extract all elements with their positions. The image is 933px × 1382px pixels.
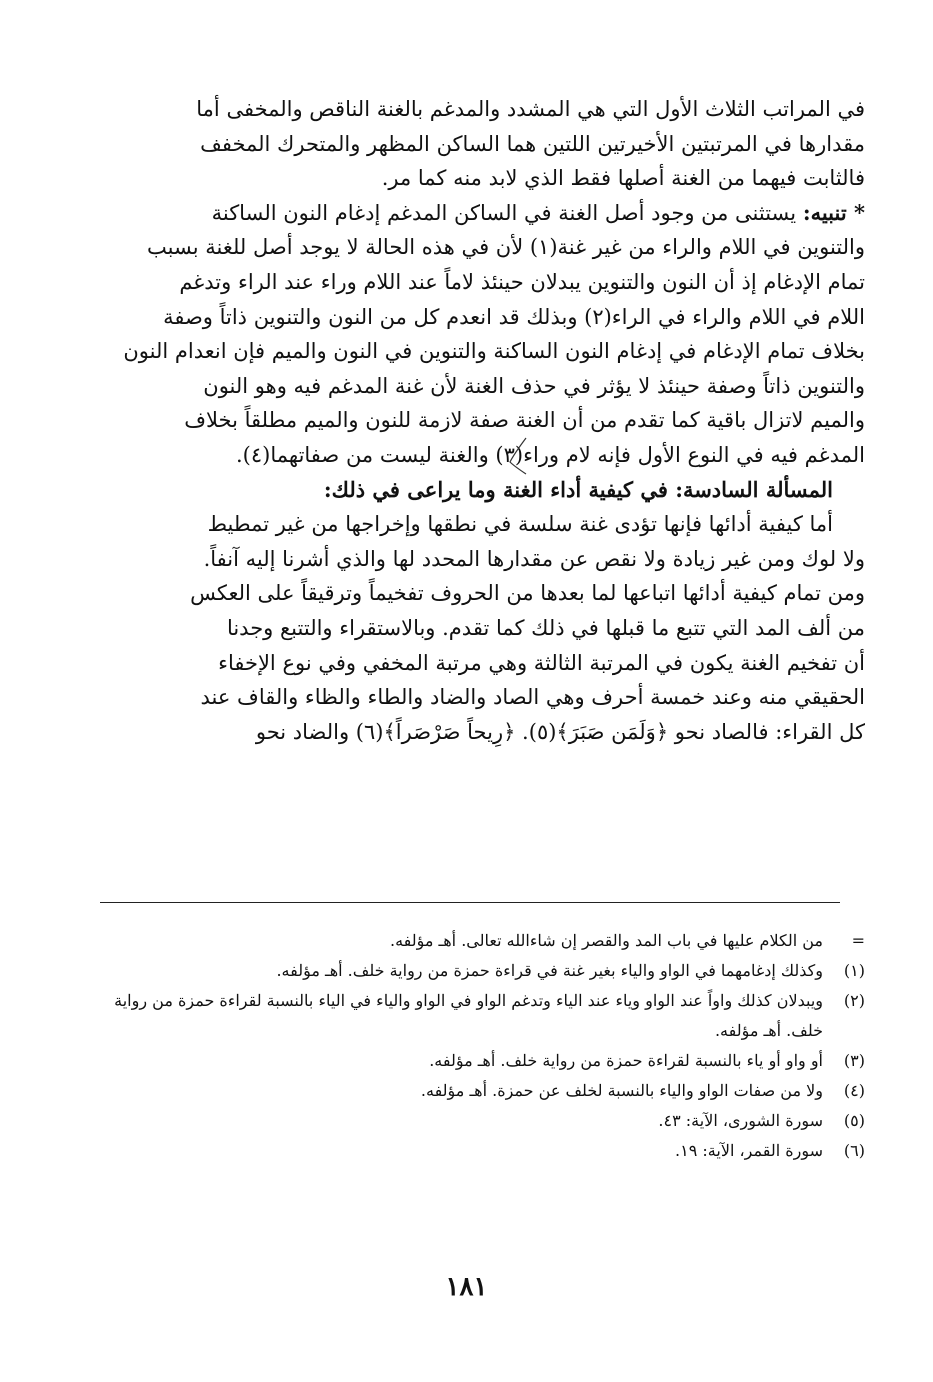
text-line: من ألف المد التي تتبع ما قبلها في ذلك كما تقدم. وبالاستقراء والتتبع وجدنا <box>226 615 865 640</box>
text-line: أما كيفية أدائها فإنها تؤدى غنة سلسة في نطقها وإخراجها من غير تمطيط <box>207 512 833 537</box>
footnote-separator <box>100 902 840 903</box>
page-number: ١٨١ <box>445 1272 488 1302</box>
note-label-continuation: يستثنى من وجود أصل الغنة في الساكن المدغم إدغام النون الساكنة <box>211 200 803 225</box>
text-line: في المراتب الثلاث الأول التي هي المشدد والمدغم بالغنة الناقص والمخفى أما <box>196 97 865 121</box>
text-line: والميم لاتزال باقية كما تقدم من أن الغنة صفة لازمة للنون والميم مطلقاً بخلاف <box>184 408 865 433</box>
paragraph-3 <box>100 507 865 749</box>
text-line: بخلاف تمام الإدغام في إدغام النون الساكنة والتنوين في النون والميم فإن انعدام النون <box>123 339 865 364</box>
footnotes <box>100 926 865 1166</box>
footnote-number: (٦) <box>843 1141 865 1160</box>
text-line: ومن تمام كيفية أدائها اتباعها لما بعدها من الحروف تفخيماً وترقيقاً على العكس <box>190 581 865 606</box>
footnote-text: وكذلك إدغامهما في الواو والياء بغير غنة في قراءة حمزة من رواية خلف. أهـ مؤلفه. <box>276 961 823 980</box>
footnote-text: سورة الشورى، الآية: ٤٣. <box>658 1111 823 1130</box>
text-line: الحقيقي منه وعند خمسة أحرف وهي الصاد والضاد والطاء والظاء والقاف عند <box>200 685 865 710</box>
section-heading: المسألة السادسة: في كيفية أداء الغنة وما يراعى في ذلك: <box>323 476 833 502</box>
footnote-number: (٢) <box>843 991 865 1010</box>
text-line: المدغم فيه في النوع الأول فإنه لام وراء(٣) والغنة ليست من صفاتهما(٤). <box>236 442 865 467</box>
footnote-text: ويبدلان كذلك واواً عند الواو وياء عند الياء وتدغم الواو في الواو والياء في الياء بالنسبة لقراءة حمزة من رواية خلف. أهـ مؤلفه. <box>114 991 823 1040</box>
footnote-text: أو واو أو ياء بالنسبة لقراءة حمزة من رواية خلف. أهـ مؤلفه. <box>429 1051 823 1070</box>
text-line: أن تفخيم الغنة يكون في المرتبة الثالثة وهي مرتبة المخفي وفي نوع الإخفاء <box>218 650 865 675</box>
footnote-text: سورة القمر، الآية: ١٩. <box>675 1141 823 1160</box>
footnote <box>100 986 865 1046</box>
footnote <box>100 956 865 986</box>
text-line: مقدارها في المرتبتين الأخيرتين اللتين هما الساكن المظهر والمتحرك المخفف <box>200 131 865 156</box>
footnote-text: ولا من صفات الواو والياء بالنسبة لخلف عن حمزة. أهـ مؤلفه. <box>420 1081 823 1100</box>
handwritten-pen-mark <box>506 436 530 476</box>
paragraph-1 <box>100 92 865 196</box>
text-line: فالثابت فيهما من الغنة أصلها فقط الذي لابد منه كما مر. <box>381 166 865 191</box>
footnote-number: = <box>851 931 865 950</box>
text-line: والتنوين في اللام والراء من غير غنة(١) لأن في هذه الحالة لا يوجد أصل للغنة بسبب <box>147 235 865 260</box>
text-line: اللام في اللام والراء في الراء(٢) وبذلك قد انعدم كل من النون والتنوين ذاتاً وصفة <box>163 304 865 329</box>
footnote <box>100 1136 865 1166</box>
text-line: كل القراء: فالصاد نحو ﴿وَلَمَن صَبَرَ﴾(٥). ﴿رِيحاً صَرْصَراً﴾(٦) والضاد نحو <box>255 719 865 744</box>
paragraph-2 <box>100 196 865 473</box>
text-line: تمام الإدغام إذ أن النون والتنوين يبدلان حينئذ لاماً عند اللام وراء عند الراء وتدغم <box>179 269 865 294</box>
footnote <box>100 1076 865 1106</box>
main-text-block <box>100 92 865 749</box>
footnote <box>100 926 865 956</box>
footnote-number: (٤) <box>843 1081 865 1100</box>
text-line: ولا لوك ومن غير زيادة ولا نقص عن مقدارها المحدد لها والذي أشرنا إليه آنفاً. <box>203 546 865 571</box>
footnote <box>100 1106 865 1136</box>
footnote-number: (٥) <box>843 1111 865 1130</box>
footnote-number: (١) <box>843 961 865 980</box>
footnote-number: (٣) <box>843 1051 865 1070</box>
footnote <box>100 1046 865 1076</box>
text-line: والتنوين ذاتاً وصفة حينئذ لا يؤثر في حذف الغنة لأن غنة المدغم فيه وهو النون <box>203 373 865 398</box>
footnote-text: من الكلام عليها في باب المد والقصر إن شاءالله تعالى. أهـ مؤلفه. <box>390 931 823 950</box>
text-line <box>100 196 865 231</box>
note-label: * تنبيه: <box>802 199 865 225</box>
